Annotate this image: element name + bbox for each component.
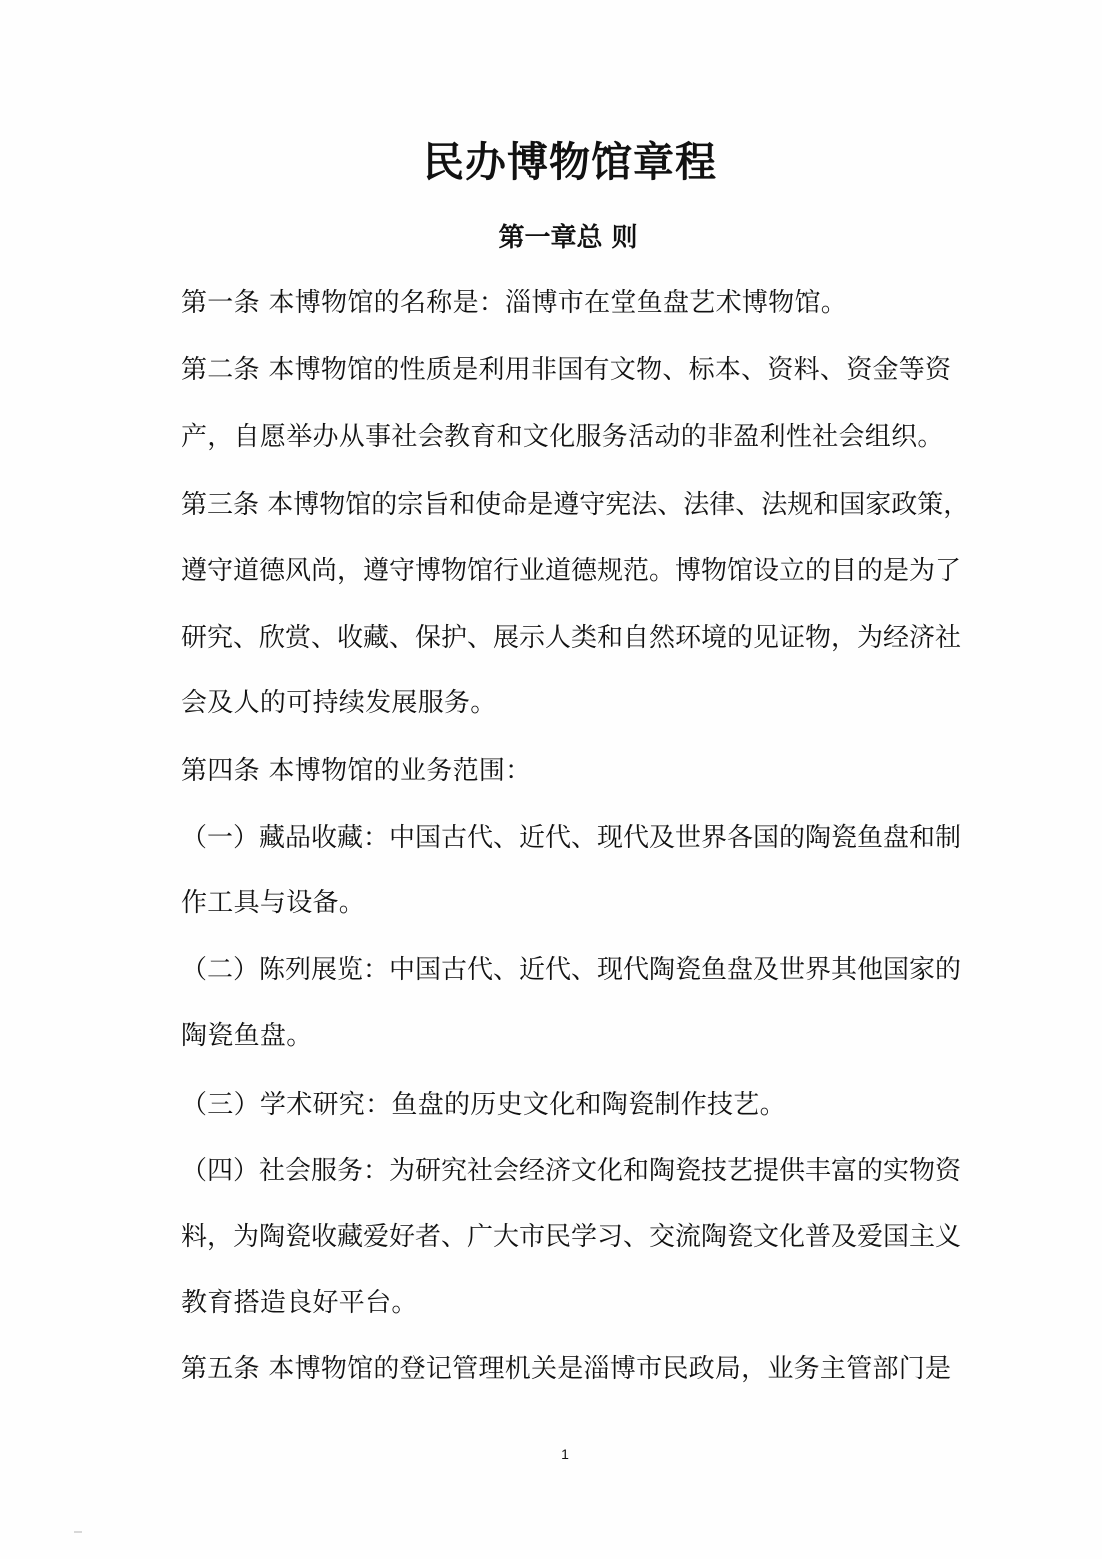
- page-number: 1: [561, 1446, 569, 1462]
- article-4-item-4-line-1: （四）社会服务：为研究社会经济文化和陶瓷技艺提供丰富的实物资: [181, 1156, 962, 1186]
- article-3-line-3: 研究、欣赏、收藏、保护、展示人类和自然环境的见证物，为经济社: [181, 623, 962, 653]
- article-2-line-1: 第二条 本博物馆的性质是利用非国有文物、标本、资料、资金等资: [181, 355, 951, 385]
- article-3-line-1: 第三条 本博物馆的宗旨和使命是遵守宪法、法律、法规和国家政策，: [181, 490, 970, 520]
- chapter-heading: 第一章总 则: [498, 223, 638, 253]
- article-4-item-4-line-2: 料，为陶瓷收藏爱好者、广大市民学习、交流陶瓷文化普及爱国主义: [181, 1222, 962, 1252]
- article-4-item-2-line-2: 陶瓷鱼盘。: [181, 1021, 313, 1051]
- article-2-line-2: 产，自愿举办从事社会教育和文化服务活动的非盈利性社会组织。: [181, 422, 944, 452]
- article-5-line-1: 第五条 本博物馆的登记管理机关是淄博市民政局，业务主管部门是: [181, 1354, 951, 1384]
- article-3-line-4: 会及人的可持续发展服务。: [181, 688, 497, 718]
- article-4-item-3-line-1: （三）学术研究：鱼盘的历史文化和陶瓷制作技艺。: [181, 1090, 786, 1120]
- scan-mark: [74, 1531, 82, 1533]
- article-4-item-4-line-3: 教育搭造良好平台。: [181, 1288, 418, 1318]
- article-3-line-2: 遵守道德风尚，遵守博物馆行业道德规范。博物馆设立的目的是为了: [181, 556, 962, 586]
- article-4-line-1: 第四条 本博物馆的业务范围：: [181, 756, 532, 786]
- article-4-item-2-line-1: （二）陈列展览：中国古代、近代、现代陶瓷鱼盘及世界其他国家的: [181, 955, 962, 985]
- article-1-line-1: 第一条 本博物馆的名称是：淄博市在堂鱼盘艺术博物馆。: [181, 288, 848, 318]
- article-4-item-1-line-2: 作工具与设备。: [181, 888, 366, 918]
- article-4-item-1-line-1: （一）藏品收藏：中国古代、近代、现代及世界各国的陶瓷鱼盘和制: [181, 823, 962, 853]
- document-title: 民办博物馆章程: [423, 138, 717, 186]
